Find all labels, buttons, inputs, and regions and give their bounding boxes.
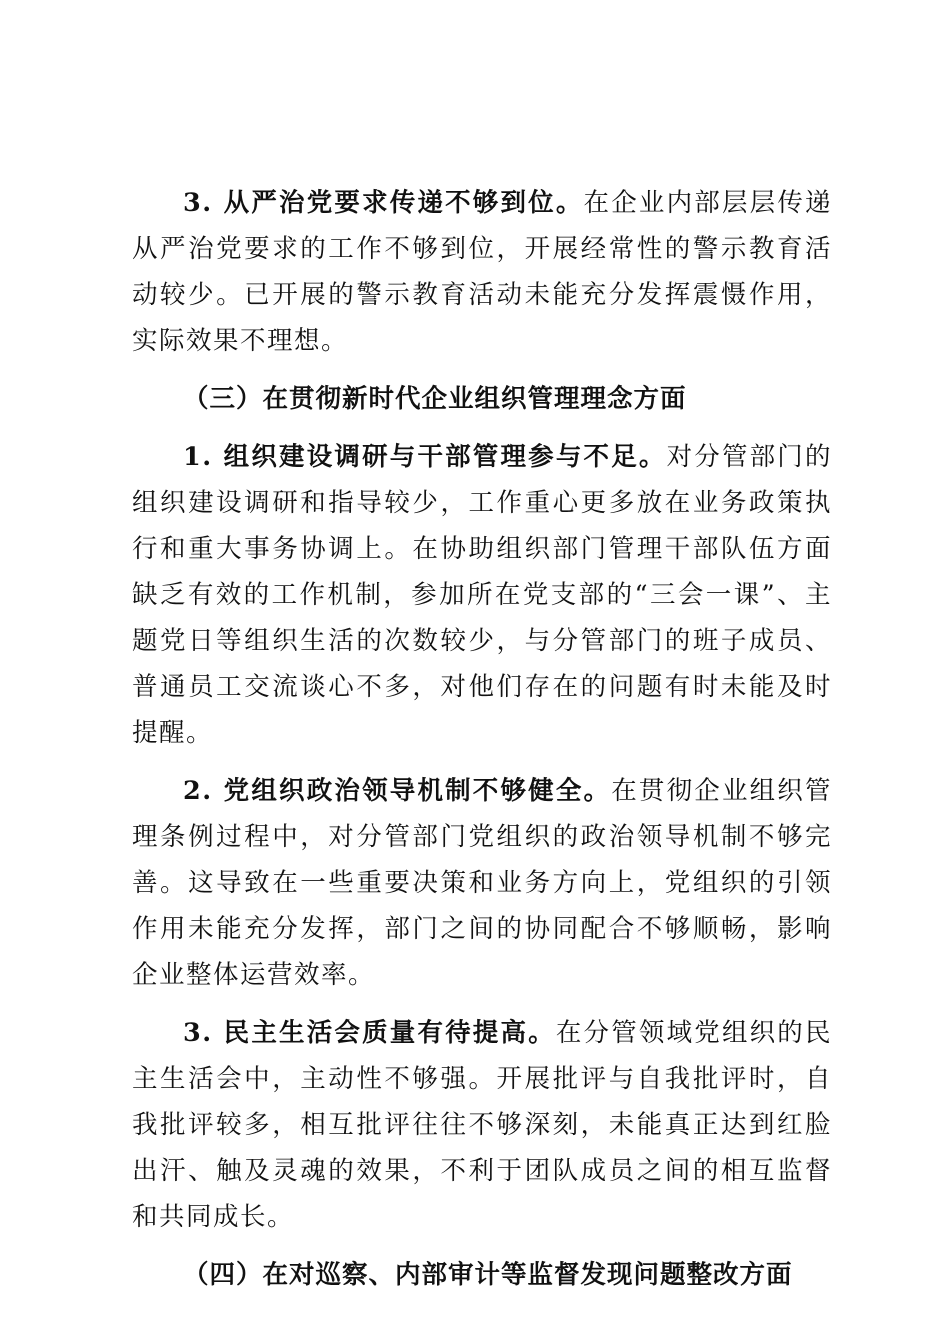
paragraph-title: 2. 党组织政治领导机制不够健全。 [183,776,612,806]
paragraph-strict-party-governance [132,180,832,364]
paragraph-political-leadership [132,768,832,998]
paragraph-text: 在企业内部层层传递从严治党要求的工作不够到位，开展经常性的警示教育活动较少。已开展的警示教育活动未能充分发挥震慑作用，实际效果不理想。 [132,188,832,356]
paragraph-title: 1. 组织建设调研与干部管理参与不足。 [183,442,667,472]
paragraph-title: 3. 从严治党要求传递不够到位。 [183,188,584,218]
paragraph-text: 在分管领域党组织的民主生活会中，主动性不够强。开展批评与自我批评时，自我批评较多，相互批评往往不够深刻，未能真正达到红脸出汗、触及灵魂的效果，不利于团队成员之间的相互监督和共同成长。 [132,1018,832,1232]
section-heading-org-management: （三）在贯彻新时代企业组织管理理念方面 [183,384,687,414]
paragraph-text: 对分管部门的组织建设调研和指导较少，工作重心更多放在业务政策执行和重大事务协调上。在协助组织部门管理干部队伍方面缺乏有效的工作机制，参加所在党支部的“三会一课”、主题党日等组织生活的次数较少，与分管部门的班子成员、普通员工交流谈心不多，对他们存在的问题有时未能及时提醒。 [132,442,832,748]
paragraph-title: 3. 民主生活会质量有待提高。 [183,1018,556,1048]
paragraph-org-building-research [132,434,832,756]
paragraph-democratic-life-meeting [132,1010,832,1240]
document-body [132,180,832,1310]
section-heading-inspection-rectification: （四）在对巡察、内部审计等监督发现问题整改方面 [183,1260,793,1290]
paragraph-text: 在贯彻企业组织管理条例过程中，对分管部门党组织的政治领导机制不够完善。这导致在一些重要决策和业务方向上，党组织的引领作用未能充分发挥，部门之间的协同配合不够顺畅，影响企业整体运营效率。 [132,776,832,990]
